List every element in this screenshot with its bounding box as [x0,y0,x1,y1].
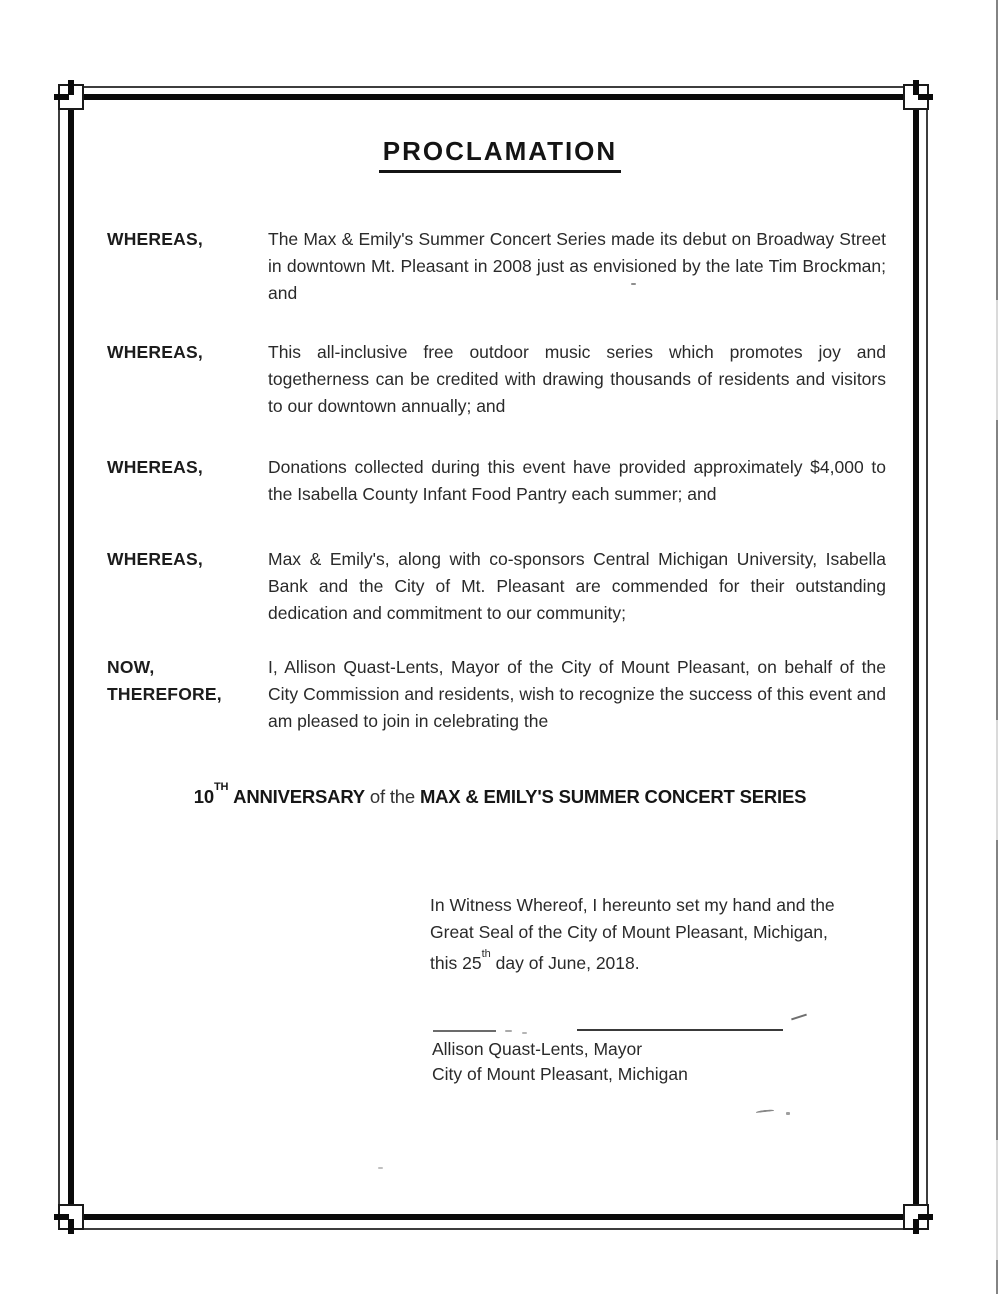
signatory-name: Allison Quast-Lents, Mayor [432,1039,643,1059]
document-title: PROCLAMATION [379,136,621,173]
scan-speck [522,1032,527,1034]
witness-line-3-ordinal: th [481,948,491,960]
frame-stub [918,1214,933,1220]
scan-edge-artifact [996,0,998,1294]
witness-line-1: In Witness Whereof, I hereunto set my hand and the [430,895,835,915]
clause-text: The Max & Emily's Summer Concert Series made its debut on Broadway Street in downtown Mt. Pleasant in 2008 just as envisioned by the late Tim Brockman; and [268,229,886,303]
clause-text: This all-inclusive free outdoor music series which promotes joy and togetherness can be credited with drawing thousands of residents and visitors to our downtown annually; and [268,342,886,416]
witness-line-3-prefix: this 25 [430,952,482,973]
frame-stub [68,80,74,95]
anniversary-series-title: MAX & EMILY'S SUMMER CONCERT SERIES [419,786,807,807]
frame-stub [918,94,933,100]
clause-text: Donations collected during this event have provided approximately $4,000 to the Isabella County Infant Food Pantry each summer; and [268,457,886,504]
anniversary-connector: of the [369,786,415,807]
clause-label: WHEREAS, [107,229,203,249]
clause-whereas-4 [107,546,886,627]
clause-label: WHEREAS, [107,549,203,569]
scan-speck [786,1112,790,1115]
witness-line-3 [430,946,900,977]
clause-whereas-2 [107,339,886,420]
witness-line-2: Great Seal of the City of Mount Pleasant, Michigan, [430,922,828,942]
signature-line-short [433,1030,496,1032]
anniversary-word: ANNIVERSARY [233,786,365,807]
witness-clause [430,892,900,977]
clause-text: Max & Emily's, along with co-sponsors Central Michigan University, Isabella Bank and the City of Mt. Pleasant are commended for their outstanding dedication and commitment to our community; [268,549,886,623]
clause-label: WHEREAS, [107,457,203,477]
clause-whereas-3 [107,454,886,508]
anniversary-number: 10 [193,786,214,807]
signatory-organization: City of Mount Pleasant, Michigan [432,1064,688,1084]
frame-stub [54,94,69,100]
frame-stub [54,1214,69,1220]
clause-label: NOW, THEREFORE, [107,657,222,704]
witness-line-3-suffix: day of June, 2018. [490,952,640,973]
scan-speck [378,1167,383,1169]
frame-stub [68,1219,74,1234]
scan-speck [505,1030,512,1032]
anniversary-heading [0,780,1000,808]
frame-stub [913,1219,919,1234]
clause-now-therefore [107,654,886,735]
signature-line [577,1029,783,1031]
title-row [0,136,1000,173]
clause-whereas-1 [107,226,886,307]
frame-stub [913,80,919,95]
clause-label: WHEREAS, [107,342,203,362]
anniversary-ordinal: TH [213,780,229,793]
clause-text: I, Allison Quast-Lents, Mayor of the City of Mount Pleasant, on behalf of the City Commission and residents, wish to recognize the success of this event and am pleased to join in celebrating the [268,657,886,731]
